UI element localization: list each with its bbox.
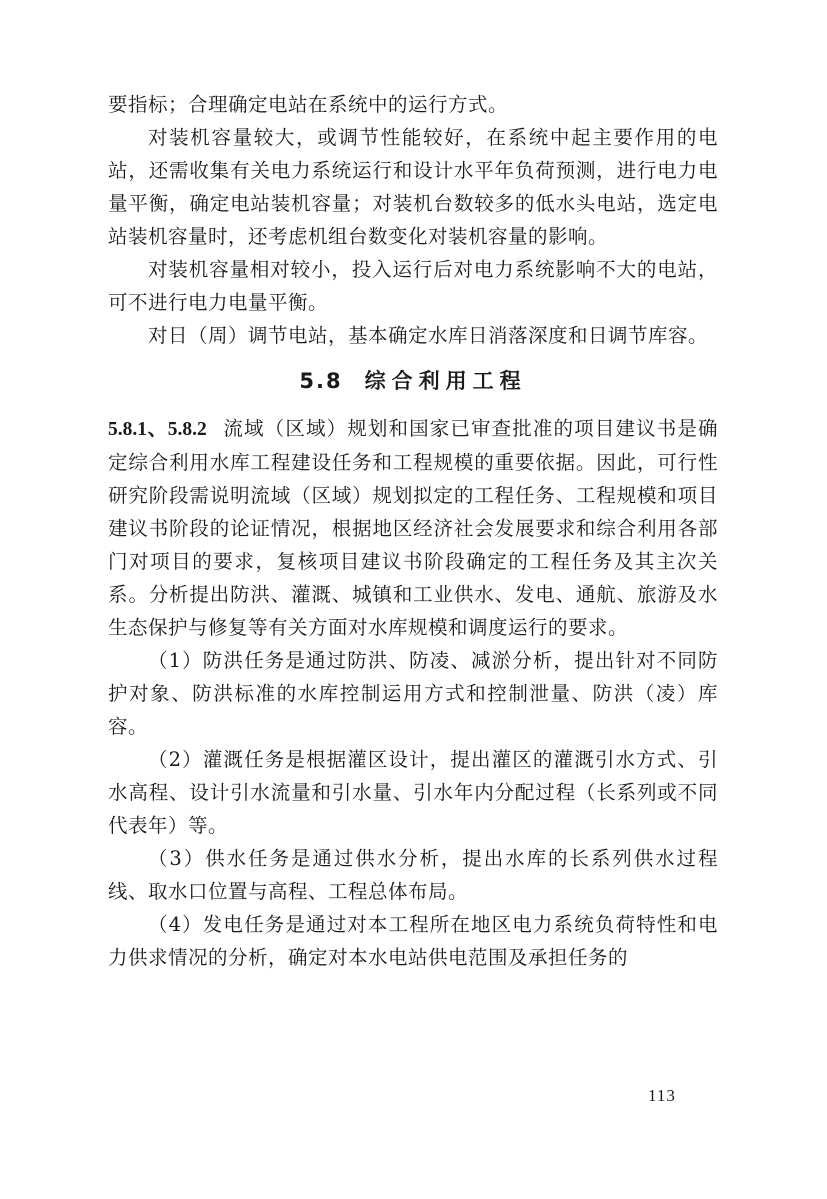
paragraph-large-capacity: 对装机容量较大，或调节性能较好，在系统中起主要作用的电站，还需收集有关电力系统运行和设计水平年负荷预测，进行电力电量平衡，确定电站装机容量；对装机台数较多的低水头电站，选定电站装机容量时，还考虑机组台数变化对装机容量的影响。 <box>108 126 718 248</box>
clause-number: 5.8.1、5.8.2 <box>108 419 207 440</box>
clause-text: 流域（区域）规划和国家已审查批准的项目建议书是确定综合利用水库工程建设任务和工程规模的重要依据。因此，可行性研究阶段需说明流域（区域）规划拟定的工程任务、工程规模和项目建议书阶段的论证情况，根据地区经济社会发展要求和综合利用各部门对项目的要求，复核项目建议书阶段确定的工程任务及其主次关系。分析提出防洪、灌溉、城镇和工业供水、发电、通航、旅游及水生态保护与修复等有关方面对水库规模和调度运行的要求。 <box>108 417 718 639</box>
list-item-water-supply: （3）供水任务是通过供水分析，提出水库的长系列供水过程线、取水口位置与高程、工程总体布局。 <box>108 847 718 903</box>
page-number: 113 <box>648 1086 676 1105</box>
section-title: 综合利用工程 <box>364 369 527 393</box>
document-page <box>108 88 718 974</box>
section-number: 5.8 <box>299 369 343 393</box>
clause-paragraph <box>108 412 718 644</box>
paragraph-small-capacity: 对装机容量相对较小，投入运行后对电力系统影响不大的电站，可不进行电力电量平衡。 <box>108 258 718 314</box>
list-item-irrigation: （2）灌溉任务是根据灌区设计，提出灌区的灌溉引水方式、引水高程、设计引水流量和引水量、引水年内分配过程（长系列或不同代表年）等。 <box>108 748 718 837</box>
list-item-flood-control: （1）防洪任务是通过防洪、防凌、减淤分析，提出针对不同防护对象、防洪标准的水库控制运用方式和控制泄量、防洪（凌）库容。 <box>108 649 718 738</box>
paragraph-daily-regulation: 对日（周）调节电站，基本确定水库日消落深度和日调节库容。 <box>148 324 709 347</box>
section-heading <box>108 363 718 399</box>
paragraph-continuation: 要指标；合理确定电站在系统中的运行方式。 <box>108 93 509 116</box>
list-item-power-generation: （4）发电任务是通过对本工程所在地区电力系统负荷特性和电力供求情况的分析，确定对本水电站供电范围及承担任务的 <box>108 913 718 969</box>
